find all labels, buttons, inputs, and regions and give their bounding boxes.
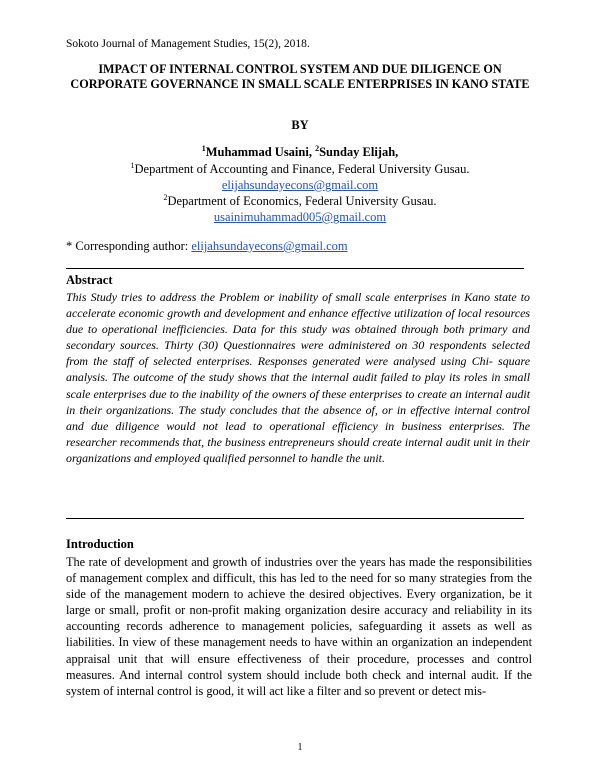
abstract-top-divider [66,268,524,269]
affiliation-2-text: Department of Economics, Federal University Gusau. [167,194,437,208]
by-label: BY [291,118,309,132]
corresponding-author [66,239,348,254]
affiliation-2-email-link[interactable]: usainimuhammad005@gmail.com [213,210,387,224]
affiliation-1 [66,161,534,177]
introduction-heading: Introduction [66,537,134,551]
page-number: 1 [297,742,303,753]
affiliation-2-superscript: 2 [163,192,168,202]
abstract-body: This Study tries to address the Problem or inability of small scale enterprises in Kano state to accelerate economic growth and development and enhance effective utilization of local resources due to operational inefficiencies. Data for this study was obtained through both primary and secondary sources. Thirty (30) Questionnaires were administered on 30 respondents selected from the staff of selected enterprises. Responses generated were analysed using Chi- square analysis. The outcome of the study shows that the internal audit failed to play its roles in small scale enterprises due to the inability of the owners of these enterprises to create an internal audit in their organizations. The study concludes that the absence of, or in effective internal control and due diligence would not lead to operational efficiency in business enterprises. The researcher recommends that, the business entrepreneurs should create internal audit unit in their organizations and employed qualified personnel to handle the unit. [66,290,530,465]
journal-header: Sokoto Journal of Management Studies, 15(2), 2018. [66,38,310,50]
affiliation-1-superscript: 1 [130,160,135,170]
author1-superscript: 1 [201,143,206,153]
author2-superscript: 2 [315,143,320,153]
author-line [66,144,534,160]
abstract-heading: Abstract [66,273,113,287]
author2-name: Sunday Elijah, [319,145,399,159]
corresponding-author-email-link[interactable]: elijahsundayecons@gmail.com [191,239,348,253]
affiliation-1-text: Department of Accounting and Finance, Federal University Gusau. [134,162,470,176]
introduction-body: The rate of development and growth of industries over the years has made the responsibilities of management complex and difficult, this has led to the need for so many strategies from the side of the management modern to achieve the desired objectives. Every organization, be it large or small, profit or non-profit making organization desire accuracy and reliability in its accounting records adherence to management policies, safeguarding it assets as well as liabilities. In view of these management needs to have within an organization an independent appraisal unit that will ensure effectiveness of their procedure, processes and control measures. And internal control system should include both check and internal audit. If the system of internal control is good, it will act like a filter and so prevent or detect mis- [66,555,532,698]
affiliation-1-email-line [66,177,534,193]
affiliation-2 [66,193,534,209]
abstract-bottom-divider [66,518,524,519]
paper-title: IMPACT OF INTERNAL CONTROL SYSTEM AND DUE DILIGENCE ON CORPORATE GOVERNANCE IN SMALL SCALE ENTERPRISES IN KANO STATE [70,62,530,91]
affiliation-1-email-link[interactable]: elijahsundayecons@gmail.com [221,178,379,192]
corresponding-author-label: * Corresponding author: [66,239,192,253]
affiliation-2-email-line [66,209,534,225]
author1-name: Muhammad Usaini, [205,145,316,159]
